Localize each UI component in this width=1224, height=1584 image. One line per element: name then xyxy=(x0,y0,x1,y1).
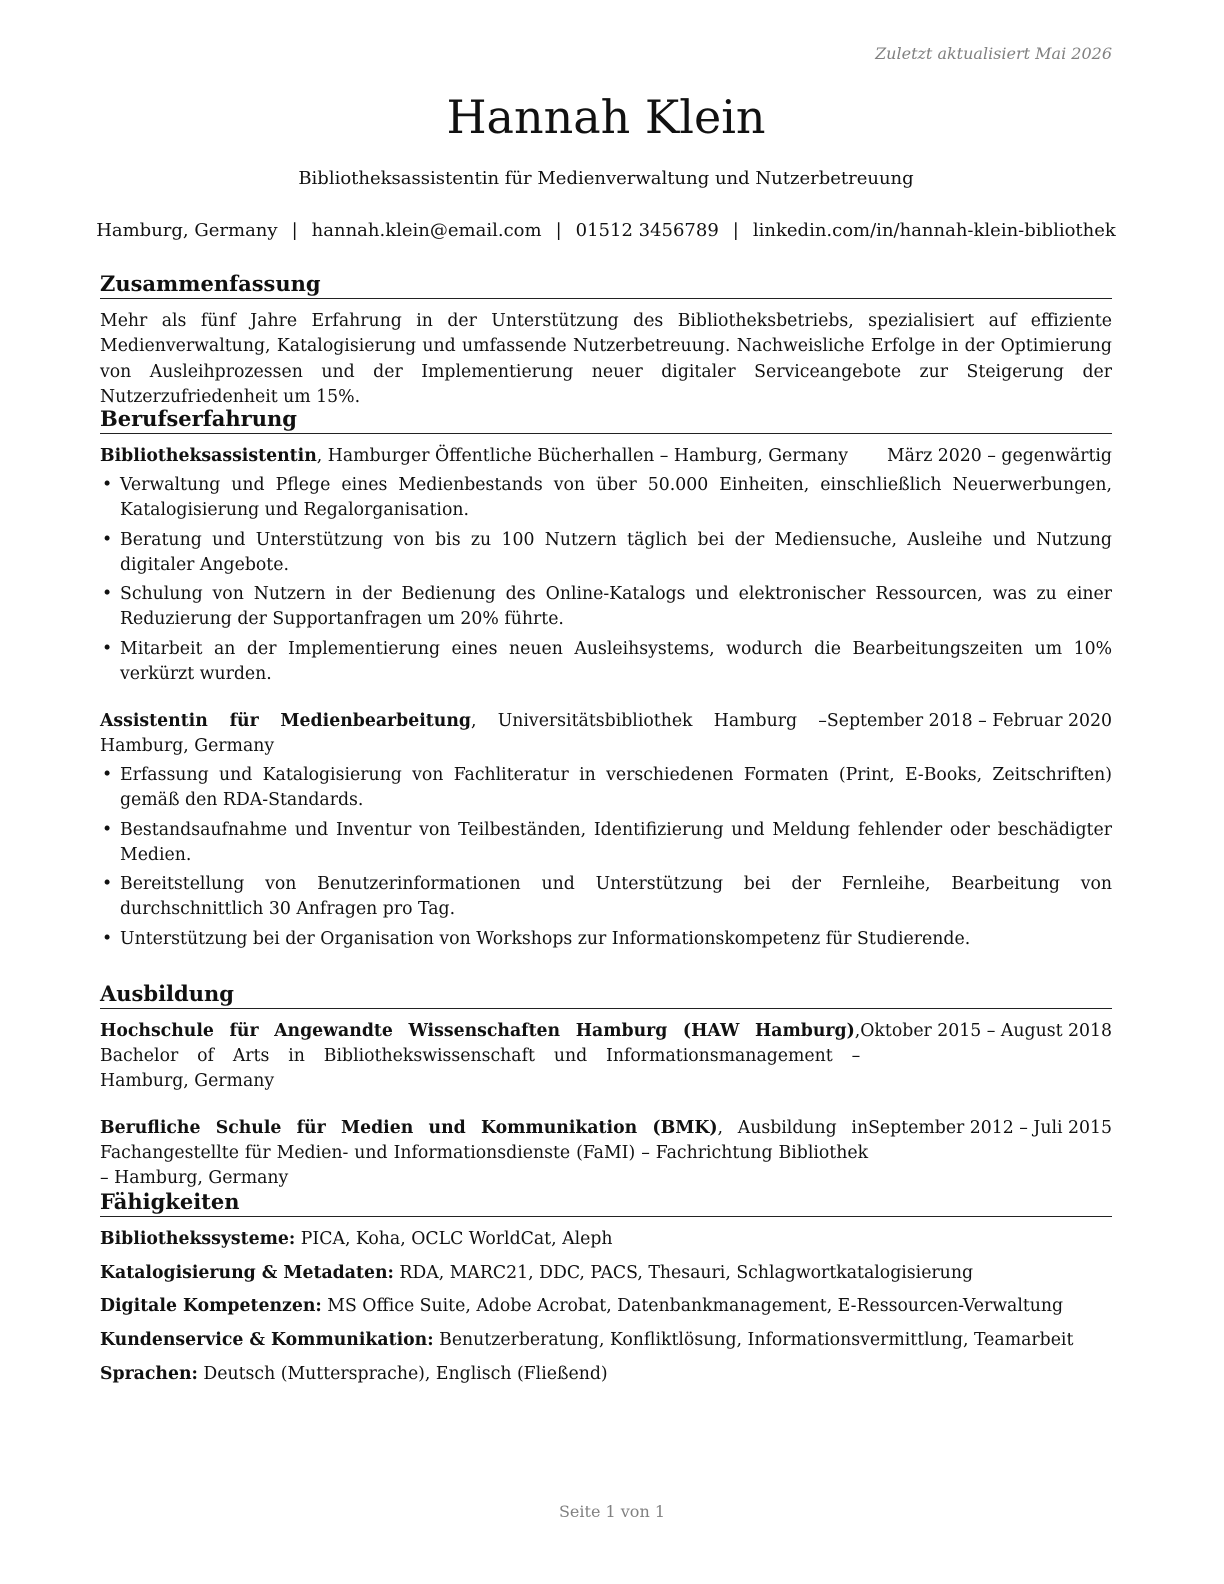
school-name: Hochschule für Angewandte Wissenschaften Hamburg (HAW Hamburg) xyxy=(100,1021,855,1041)
contact-separator: | xyxy=(291,220,298,241)
bullet-list xyxy=(100,473,1112,687)
section-title: Fähigkeiten xyxy=(100,1188,1112,1217)
education-entry xyxy=(100,1019,1112,1094)
entry-title xyxy=(100,709,827,759)
skill-line xyxy=(100,1261,1112,1286)
skill-value: MS Office Suite, Adobe Acrobat, Datenbankmanagement, E-Ressourcen-Verwaltung xyxy=(321,1296,1064,1317)
contact-separator: | xyxy=(555,220,562,241)
entry-title xyxy=(100,444,887,469)
skills-section xyxy=(100,1188,1112,1395)
entry-header xyxy=(100,1116,1112,1191)
contact-location: Hamburg, Germany xyxy=(96,220,278,241)
bullet-item: • Erfassung und Katalogisierung von Fachliteratur in verschiedenen Formaten (Print, E-Books, Zeitschriften) gemäß den RDA-Standards. xyxy=(100,763,1112,813)
skill-line xyxy=(100,1362,1112,1387)
summary-text: Mehr als fünf Jahre Erfahrung in der Unterstützung des Bibliotheksbetriebs, spezialisiert auf effiziente Medienverwaltung, Katalogisierung und umfassende Nutzerbetreuung. Nachweisliche Erfolge in der Optimierung von Ausleihprozessen und der Implementierung neuer digitaler Serviceangebote zur Steigerung der Nutzerzufriedenheit um 15%. xyxy=(100,311,1112,407)
skill-line xyxy=(100,1227,1112,1252)
skill-line xyxy=(100,1294,1112,1319)
bullet-item: • Mitarbeit an der Implementierung eines neuen Ausleihsystems, wodurch die Bearbeitungszeiten um 10% verkürzt wurden. xyxy=(100,637,1112,687)
contact-linkedin[interactable]: linkedin.com/in/hannah-klein-bibliothek xyxy=(752,220,1116,241)
contact-email[interactable]: hannah.klein@email.com xyxy=(311,220,542,241)
job-dates: September 2018 – Februar 2020 xyxy=(826,711,1112,732)
skill-label: Digitale Kompetenzen: xyxy=(100,1296,322,1317)
candidate-name: Hannah Klein xyxy=(446,90,766,144)
bullet-list xyxy=(100,763,1112,952)
skill-label: Sprachen: xyxy=(100,1363,198,1384)
resume-page xyxy=(96,0,1116,1584)
experience-section xyxy=(100,405,1112,974)
degree: , Bachelor of Arts in Bibliothekswissenschaft und Informationsmanagement – Hamburg, Germany xyxy=(100,1021,861,1091)
skill-value: RDA, MARC21, DDC, PACS, Thesauri, Schlagwortkatalogisierung xyxy=(393,1262,974,1283)
section-title: Zusammenfassung xyxy=(100,270,1112,299)
contact-separator: | xyxy=(732,220,739,241)
skill-value: Benutzerberatung, Konfliktlösung, Informationsvermittlung, Teamarbeit xyxy=(433,1330,1074,1351)
experience-entry xyxy=(100,709,1112,952)
entry-header xyxy=(100,709,1112,759)
skill-line xyxy=(100,1328,1112,1353)
job-role: Bibliotheksassistentin xyxy=(100,446,317,466)
job-role: Assistentin für Medienbearbeitung xyxy=(100,711,471,732)
summary-section xyxy=(100,270,1112,410)
education-dates: September 2012 – Juli 2015 xyxy=(868,1118,1112,1138)
contact-line xyxy=(86,218,1126,244)
skill-value: PICA, Koha, OCLC WorldCat, Aleph xyxy=(295,1229,613,1249)
bullet-item: • Bereitstellung von Benutzerinformationen und Unterstützung bei der Fernleihe, Bearbeitung von durchschnittlich 30 Anfragen pro Tag. xyxy=(100,872,1112,922)
job-organization: , Universitätsbibliothek Hamburg – Hamburg, Germany xyxy=(100,711,827,757)
entry-title xyxy=(100,1019,860,1094)
entry-header xyxy=(100,1019,1112,1094)
bullet-item: • Schulung von Nutzern in der Bedienung des Online-Katalogs und elektronischer Ressourcen, was zu einer Reduzierung der Supportanfragen um 20% führte. xyxy=(100,582,1112,632)
education-entry xyxy=(100,1116,1112,1191)
experience-entry xyxy=(100,444,1112,687)
last-updated: Zuletzt aktualisiert Mai 2026 xyxy=(875,44,1112,63)
entry-title xyxy=(100,1116,868,1191)
section-title: Ausbildung xyxy=(100,980,1112,1009)
bullet-item: • Beratung und Unterstützung von bis zu 100 Nutzern täglich bei der Mediensuche, Ausleihe und Nutzung digitaler Angebote. xyxy=(100,528,1112,578)
job-organization: , Hamburger Öffentliche Bücherhallen – Hamburg, Germany xyxy=(316,446,849,466)
degree: , Ausbildung in Fachangestellte für Medien- und Informationsdienste (FaMI) – Fachrichtung Bibliothek – Hamburg, Germany xyxy=(100,1118,869,1188)
entry-header xyxy=(100,444,1112,469)
education-section xyxy=(100,980,1112,1213)
school-name: Berufliche Schule für Medien und Kommunikation (BMK) xyxy=(100,1118,718,1138)
contact-phone[interactable]: 01512 3456789 xyxy=(575,220,719,241)
skill-label: Kundenservice & Kommunikation: xyxy=(100,1330,434,1351)
job-tagline: Bibliotheksassistentin für Medienverwaltung und Nutzerbetreuung xyxy=(298,168,914,189)
section-title: Berufserfahrung xyxy=(100,405,1112,434)
page-footer: Seite 1 von 1 xyxy=(558,1502,666,1521)
bullet-item: • Verwaltung und Pflege eines Medienbestands von über 50.000 Einheiten, einschließlich Neuerwerbungen, Katalogisierung und Regalorganisation. xyxy=(100,473,1112,523)
skill-label: Katalogisierung & Metadaten: xyxy=(100,1262,394,1283)
job-dates: März 2020 – gegenwärtig xyxy=(886,446,1112,466)
skill-label: Bibliothekssysteme: xyxy=(100,1229,296,1249)
bullet-item: • Bestandsaufnahme und Inventur von Teilbeständen, Identifizierung und Meldung fehlender oder beschädigter Medien. xyxy=(100,818,1112,868)
skill-value: Deutsch (Muttersprache), Englisch (Fließend) xyxy=(197,1363,608,1384)
bullet-item: • Unterstützung bei der Organisation von Workshops zur Informationskompetenz für Studierende. xyxy=(100,927,1112,952)
education-dates: Oktober 2015 – August 2018 xyxy=(860,1021,1112,1041)
